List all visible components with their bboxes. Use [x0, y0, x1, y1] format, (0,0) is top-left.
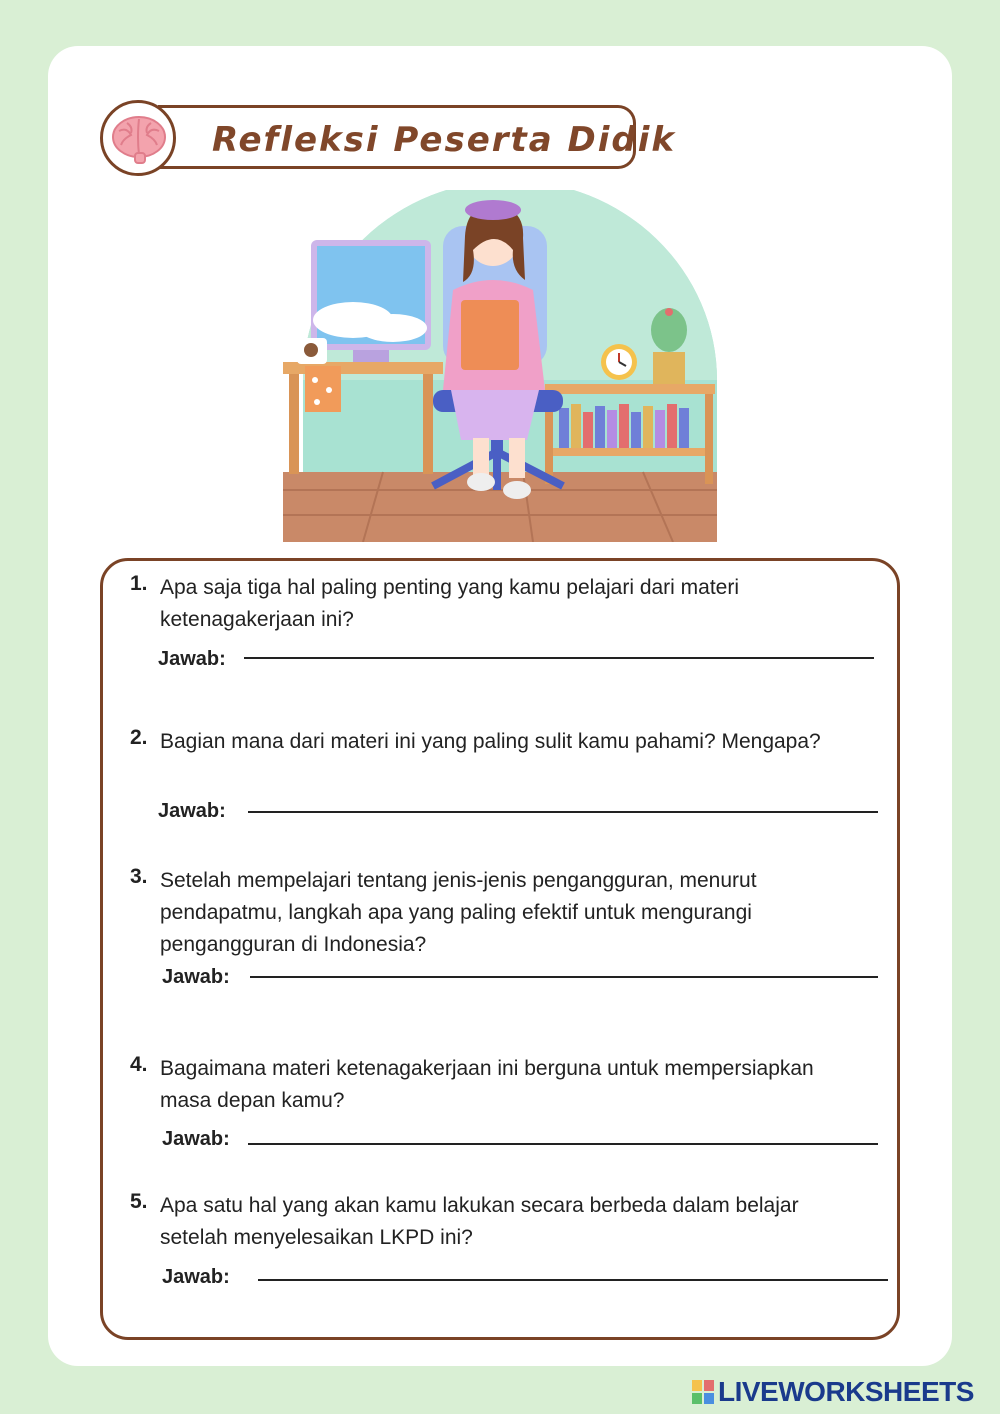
question-text: Apa satu hal yang akan kamu lakukan secara berbeda dalam belajar setelah menyelesaikan LKPD ini?	[160, 1194, 799, 1249]
answer-line-3[interactable]	[250, 976, 878, 978]
question-text: Bagaimana materi ketenagakerjaan ini berguna untuk mempersiapkan masa depan kamu?	[160, 1057, 814, 1112]
answer-line-1[interactable]	[244, 657, 874, 659]
answer-line-5[interactable]	[258, 1279, 888, 1281]
question-number: 4.	[130, 1053, 148, 1076]
question-text: Bagian mana dari materi ini yang paling sulit kamu pahami? Mengapa?	[160, 730, 821, 753]
question-number: 3.	[130, 865, 148, 888]
question-text: Apa saja tiga hal paling penting yang kamu pelajari dari materi ketenagakerjaan ini?	[160, 576, 740, 631]
liveworksheets-logo[interactable]	[692, 1376, 974, 1408]
question-number: 5.	[130, 1190, 148, 1213]
answer-label: Jawab:	[158, 800, 226, 822]
answer-line-4[interactable]	[248, 1143, 878, 1145]
answer-line-2[interactable]	[248, 811, 878, 813]
answer-label: Jawab:	[162, 966, 230, 988]
page-title: Refleksi Peserta Didik	[212, 120, 677, 160]
question-number: 1.	[130, 572, 148, 595]
liveworksheets-icon	[692, 1380, 714, 1404]
brand-name: LIVEWORKSHEETS	[718, 1376, 974, 1407]
brain-icon	[100, 100, 176, 176]
answer-label: Jawab:	[162, 1266, 230, 1288]
question-number: 2.	[130, 726, 148, 749]
answer-label: Jawab:	[162, 1128, 230, 1150]
answer-label: Jawab:	[158, 648, 226, 670]
student-desk-illustration-icon	[283, 190, 717, 542]
question-text: Setelah mempelajari tentang jenis-jenis pengangguran, menurut pendapatmu, langkah apa yang paling efektif untuk mengurangi pengangguran di Indonesia?	[160, 869, 757, 956]
